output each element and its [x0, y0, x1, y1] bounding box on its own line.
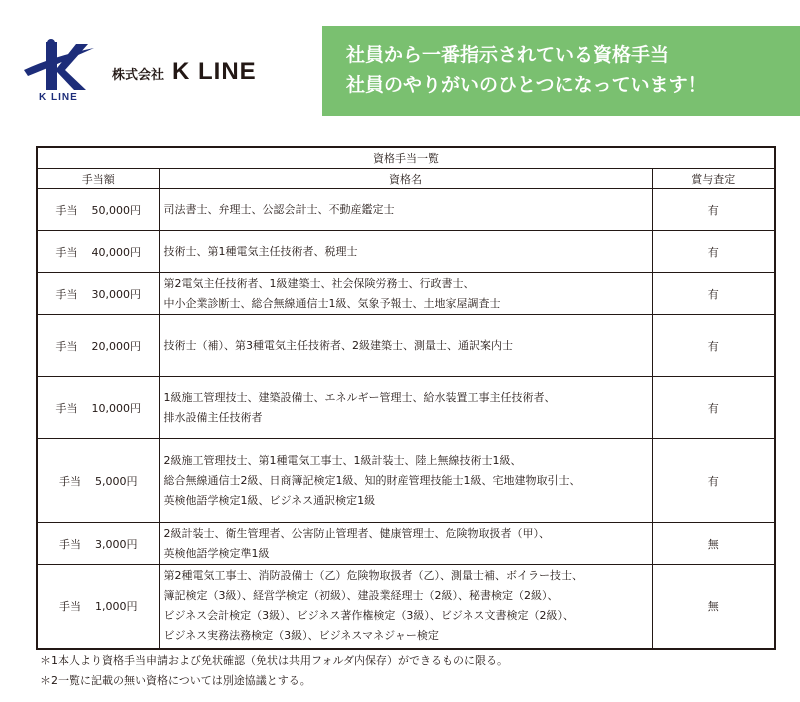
allowance-amount-cell: [37, 315, 159, 377]
company-name: [112, 58, 257, 86]
allowance-label: 手当: [55, 287, 78, 301]
allowance-table: [36, 146, 776, 650]
allowance-amount-cell: [37, 273, 159, 315]
table-caption: 資格手当一覧: [37, 147, 775, 169]
qualification-line: 中小企業診断士、総合無線通信士1級、気象予報士、土地家屋調査士: [163, 296, 501, 310]
allowance-amount-cell: [37, 523, 159, 565]
qualification-line: 1級施工管理技士、建築設備士、エネルギー管理士、給水装置工事主任技術者、: [163, 390, 556, 404]
bonus-assessment-cell: 無: [652, 523, 775, 565]
qualification-line: 英検他語学検定準1級: [163, 546, 270, 560]
bonus-assessment-cell: 有: [652, 315, 775, 377]
bonus-assessment-cell: 有: [652, 273, 775, 315]
bonus-assessment-cell: 有: [652, 377, 775, 439]
qualification-cell: [159, 315, 652, 377]
allowance-amount-cell: [37, 231, 159, 273]
qualification-cell: [159, 273, 652, 315]
allowance-amount-cell: [37, 189, 159, 231]
allowance-amount: 50,000円: [91, 203, 141, 217]
qualification-line: 第2種電気工事士、消防設備士（乙）危険物取扱者（乙）、測量士補、ボイラー技士、: [163, 569, 583, 583]
qualification-line: 排水設備主任技術者: [163, 410, 263, 424]
banner-line-1: 社員から一番指示されている資格手当: [346, 44, 670, 66]
company-type: 株式会社: [112, 68, 165, 83]
qualification-cell: [159, 377, 652, 439]
table-row: [37, 439, 775, 523]
bonus-assessment-cell: 有: [652, 189, 775, 231]
header-amount: 手当額: [37, 169, 159, 189]
allowance-label: 手当: [55, 339, 78, 353]
footnote-2: ＊2一覧に記載の無い資格については別途協議とする。: [40, 674, 311, 687]
qualification-line: ビジネス会計検定（3級）、ビジネス著作権検定（3級）、ビジネス文書検定（2級）、: [163, 609, 575, 623]
qualification-cell: [159, 439, 652, 523]
table-row: [37, 315, 775, 377]
qualification-cell: [159, 523, 652, 565]
allowance-amount-cell: [37, 377, 159, 439]
allowance-label: 手当: [55, 203, 78, 217]
qualification-line: ビジネス実務法務検定（3級）、ビジネスマネジャー検定: [163, 629, 439, 643]
qualification-line: 2級計装士、衛生管理者、公害防止管理者、健康管理士、危険物取扱者（甲）、: [163, 526, 550, 540]
table-row: [37, 231, 775, 273]
table-row: [37, 565, 775, 649]
allowance-amount-cell: [37, 565, 159, 649]
footnotes: [40, 651, 508, 691]
qualification-line: 総合無線通信士2級、日商簿記検定1級、知的財産管理技能士1級、宅地建物取引士、: [163, 473, 581, 487]
company-brand: K LINE: [172, 58, 257, 85]
allowance-amount: 1,000円: [95, 600, 138, 614]
header-qualification: 資格名: [159, 169, 652, 189]
qualification-cell: [159, 565, 652, 649]
allowance-label: 手当: [55, 245, 78, 259]
qualification-cell: [159, 231, 652, 273]
logo-text: K LINE: [39, 92, 78, 103]
table-row: [37, 523, 775, 565]
qualification-line: 英検他語学検定1級、ビジネス通訳検定1級: [163, 493, 376, 507]
allowance-label: 手当: [59, 474, 81, 488]
qualification-line: 2級施工管理技士、第1種電気工事士、1級計装士、陸上無線技術士1級、: [163, 453, 522, 467]
allowance-amount: 30,000円: [91, 287, 141, 301]
allowance-label: 手当: [59, 537, 81, 551]
allowance-amount: 3,000円: [95, 537, 138, 551]
bonus-assessment-cell: 無: [652, 565, 775, 649]
qualification-cell: [159, 189, 652, 231]
allowance-label: 手当: [59, 600, 81, 614]
table-row: [37, 189, 775, 231]
table-row: [37, 377, 775, 439]
qualification-line: 司法書士、弁理士、公認会計士、不動産鑑定士: [163, 202, 395, 216]
footnote-1: ＊1本人より資格手当申請および免状確認（免状は共用フォルダ内保存）ができるものに限る。: [40, 654, 509, 667]
headline-banner: [322, 26, 800, 116]
header-bonus: 賞与査定: [652, 169, 775, 189]
allowance-amount: 20,000円: [91, 339, 141, 353]
allowance-label: 手当: [55, 401, 78, 415]
allowance-amount: 40,000円: [91, 245, 141, 259]
table-row: [37, 273, 775, 315]
allowance-amount: 10,000円: [91, 401, 141, 415]
bonus-assessment-cell: 有: [652, 231, 775, 273]
qualification-line: 簿記検定（3級）、経営学検定（初級）、建設業経理士（2級）、秘書検定（2級）、: [163, 589, 559, 603]
allowance-amount-cell: [37, 439, 159, 523]
qualification-line: 技術士（補）、第3種電気主任技術者、2級建築士、測量士、通訳案内士: [163, 338, 513, 352]
banner-line-2: 社員のやりがいのひとつになっています！: [346, 74, 707, 96]
bonus-assessment-cell: 有: [652, 439, 775, 523]
qualification-line: 技術士、第1種電気主任技術者、税理士: [163, 244, 358, 258]
qualification-line: 第2電気主任技術者、1級建築士、社会保険労務士、行政書士、: [163, 276, 475, 290]
allowance-amount: 5,000円: [95, 474, 138, 488]
